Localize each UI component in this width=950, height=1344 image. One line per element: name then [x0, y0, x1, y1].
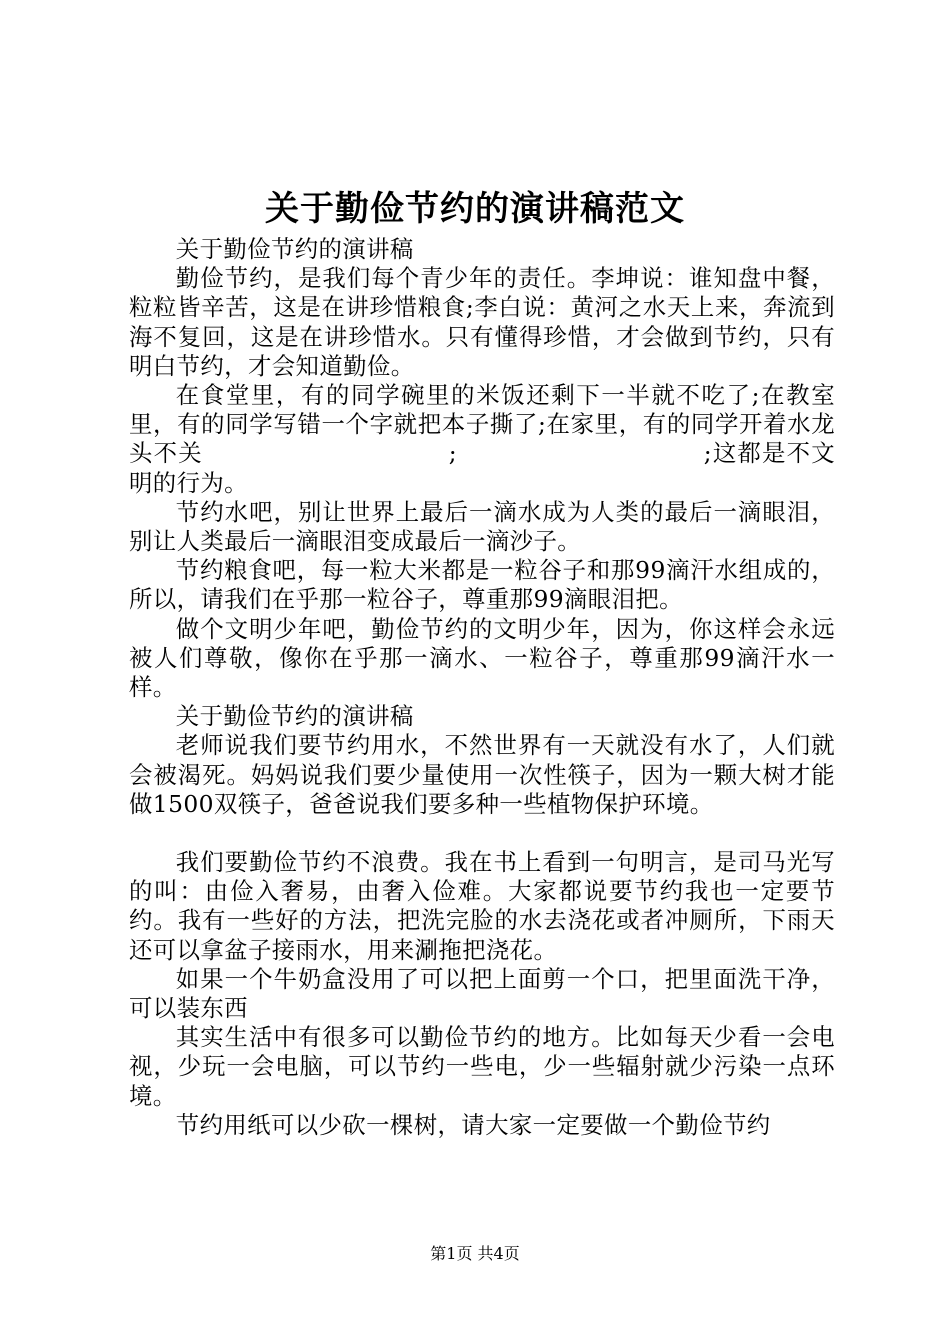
document-title: 关于勤俭节约的演讲稿范文 [265, 189, 685, 229]
page-footer: 第1页 共4页 [430, 1244, 520, 1263]
paragraph-2: 勤俭节约，是我们每个青少年的责任。李坤说：谁知盘中餐，粒粒皆辛苦，这是在讲珍惜粮食;李白说：黄河之水天上来，奔流到海不复回，这是在讲珍惜水。只有懂得珍惜，才会做到节约，只有明白节约，才会知道勤俭。 [129, 264, 835, 380]
paragraph-5: 节约粮食吧，每一粒大米都是一粒谷子和那99滴汗水组成的，所以，请我们在乎那一粒谷子，尊重那99滴眼泪把。 [129, 556, 835, 614]
paragraph-8: 老师说我们要节约用水，不然世界有一天就没有水了，人们就会被渴死。妈妈说我们要少量使用一次性筷子，因为一颗大树才能做1500双筷子，爸爸说我们要多种一些植物保护环境。 [129, 731, 835, 818]
paragraph-gap [129, 819, 835, 848]
paragraph-7: 关于勤俭节约的演讲稿 [175, 702, 414, 731]
paragraph-3: 在食堂里，有的同学碗里的米饭还剩下一半就不吃了;在教室里，有的同学写错一个字就把本子撕了;在家里，有的同学开着水龙头不关 ; ;这都是不文明的行为。 [129, 381, 835, 497]
document-body [129, 235, 835, 1140]
paragraph-9: 我们要勤俭节约不浪费。我在书上看到一句明言，是司马光写的叫：由俭入奢易，由奢入俭难。大家都说要节约我也一定要节约。我有一些好的方法，把洗完脸的水去浇花或者冲厕所，下雨天还可以拿盆子接雨水，用来涮拖把浇花。 [129, 848, 835, 964]
paragraph-10: 如果一个牛奶盒没用了可以把上面剪一个口，把里面洗干净，可以装东西 [129, 964, 835, 1023]
paragraph-11: 其实生活中有很多可以勤俭节约的地方。比如每天少看一会电视，少玩一会电脑，可以节约一些电，少一些辐射就少污染一点环境。 [129, 1023, 835, 1110]
paragraph-12: 节约用纸可以少砍一棵树，请大家一定要做一个勤俭节约 [175, 1110, 771, 1139]
paragraph-4: 节约水吧，别让世界上最后一滴水成为人类的最后一滴眼泪，别让人类最后一滴眼泪变成最后一滴沙子。 [129, 497, 835, 556]
paragraph-1: 关于勤俭节约的演讲稿 [175, 235, 414, 263]
paragraph-6: 做个文明少年吧，勤俭节约的文明少年，因为，你这样会永远被人们尊敬，像你在乎那一滴水、一粒谷子，尊重那99滴汗水一样。 [129, 614, 835, 702]
